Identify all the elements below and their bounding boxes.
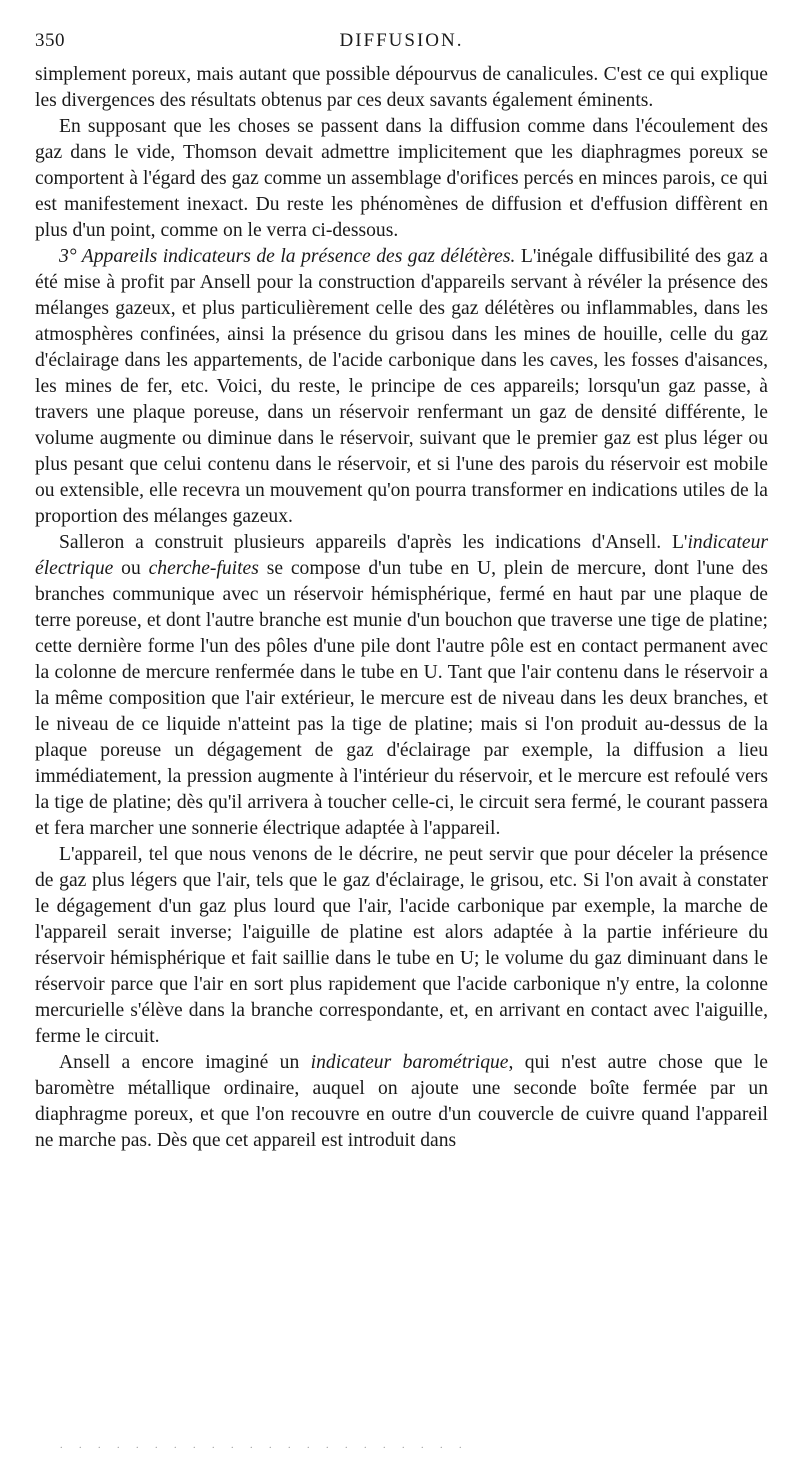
paragraph-4 <box>35 530 768 842</box>
paragraph-4-part-c: se compose d'un tube en U, plein de mercure, dont l'une des branches communique avec un réservoir hémisphérique, fermé en haut par une plaque de terre poreuse, et dont l'autre branche est munie d'un bouchon que traverse une tige de platine; cette dernière forme l'un des pôles d'une pile dont l'autre pôle est en contact permanent avec la colonne de mercure renfermée dans le tube en U. Tant que l'air contenu dans le réservoir a la même composition que l'air extérieur, le mercure est de niveau dans les deux branches, et le niveau de ce liquide n'atteint pas la tige de platine; mais si l'on produit au-dessus de la plaque poreuse un dégagement de gaz d'éclairage par exemple, la diffusion a lieu immédiatement, la pression augmente à l'intérieur du réservoir, et le mercure est refoulé vers la tige de platine; dès qu'il arrivera à toucher celle-ci, le circuit sera fermé, le courant passera et fera marcher une sonnerie électrique adaptée à l'appareil. <box>35 558 768 839</box>
section-title: DIFFUSION. <box>339 30 464 51</box>
term-cherche-fuites: cherche-fuites <box>148 558 259 579</box>
paragraph-1: simplement poreux, mais autant que possible dépourvus de canalicules. C'est ce qui explique les divergences des résultats obtenus par ces deux savants également éminents. <box>35 64 768 111</box>
paragraph-4-part-a: Salleron a construit plusieurs appareils d'après les indications d'Ansell. L' <box>59 532 688 553</box>
body-text <box>35 62 768 1154</box>
paragraph-3 <box>35 244 768 530</box>
section-heading-appareils: 3° Appareils indicateurs de la présence des gaz délétères. <box>59 246 516 267</box>
paragraph-3-text: L'inégale diffusibilité des gaz a été mise à profit par Ansell pour la construction d'appareils servant à révéler la présence des mélanges gazeux, et plus particulièrement celle des gaz délétères ou inflammables, dans les atmosphères confinées, ainsi la présence du grisou dans les mines de houille, celle du gaz d'éclairage dans les appartements, de l'acide carbonique dans les caves, les fosses d'aisances, les mines de fer, etc. Voici, du reste, le principe de ces appareils; lorsqu'un gaz passe, à travers une plaque poreuse, dans un réservoir renfermant un gaz de densité différente, le volume augmente ou diminue dans le réservoir, suivant que le premier gaz est plus léger ou plus pesant que celui contenu dans le réservoir, et si l'une des parois du réservoir est mobile ou extensible, elle recevra un mouvement qu'on pourra transformer en indications utiles de la proportion des mélanges gazeux. <box>35 246 768 527</box>
paragraph-4-part-b: ou <box>113 558 149 579</box>
bottom-show-through-marks: . . . . . . . . . . . . . . . . . . . . . . <box>60 1440 469 1451</box>
paragraph-6-part-a: Ansell a encore imaginé un <box>59 1052 311 1073</box>
page-number: 350 <box>35 30 65 51</box>
paragraph-2: En supposant que les choses se passent dans la diffusion comme dans l'écoulement des gaz dans le vide, Thomson devait admettre implicitement que les diaphragmes poreux se comportent à l'égard des gaz comme un assemblage d'orifices percés en minces parois, ce qui est manifestement inexact. Du reste les phénomènes de diffusion et d'effusion diffèrent en plus d'un point, comme on le verra ci-dessous. <box>35 116 768 241</box>
book-page <box>35 28 768 1154</box>
running-head <box>35 28 768 62</box>
paragraph-6-part-b: , qui n'est autre chose que le baromètre métallique ordinaire, auquel on ajoute une seconde boîte fermée par un diaphragme poreux, et que l'on recouvre en outre d'un couvercle de cuivre quand l'appareil ne marche pas. Dès que cet appareil est introduit dans <box>35 1052 769 1151</box>
term-indicateur-electrique: indicateur électrique <box>35 532 768 579</box>
paragraph-6 <box>35 1050 768 1154</box>
paragraph-5: L'appareil, tel que nous venons de le décrire, ne peut servir que pour déceler la présence de gaz plus légers que l'air, tels que le gaz d'éclairage, le grisou, etc. Si l'on avait à constater le dégagement d'un gaz plus lourd que l'air, l'acide carbonique par exemple, la marche de l'appareil serait inverse; l'aiguille de platine est alors adaptée à la partie inférieure du réservoir hémisphérique et fait saillie dans le tube en U; le volume du gaz diminuant dans le réservoir parce que l'air en sort plus rapidement que l'acide carbonique n'y entre, la colonne mercurielle s'élève dans la branche correspondante, et, en arrivant en contact avec l'aiguille, ferme le circuit. <box>35 844 768 1047</box>
term-indicateur-barometrique: indicateur barométrique <box>310 1052 509 1073</box>
